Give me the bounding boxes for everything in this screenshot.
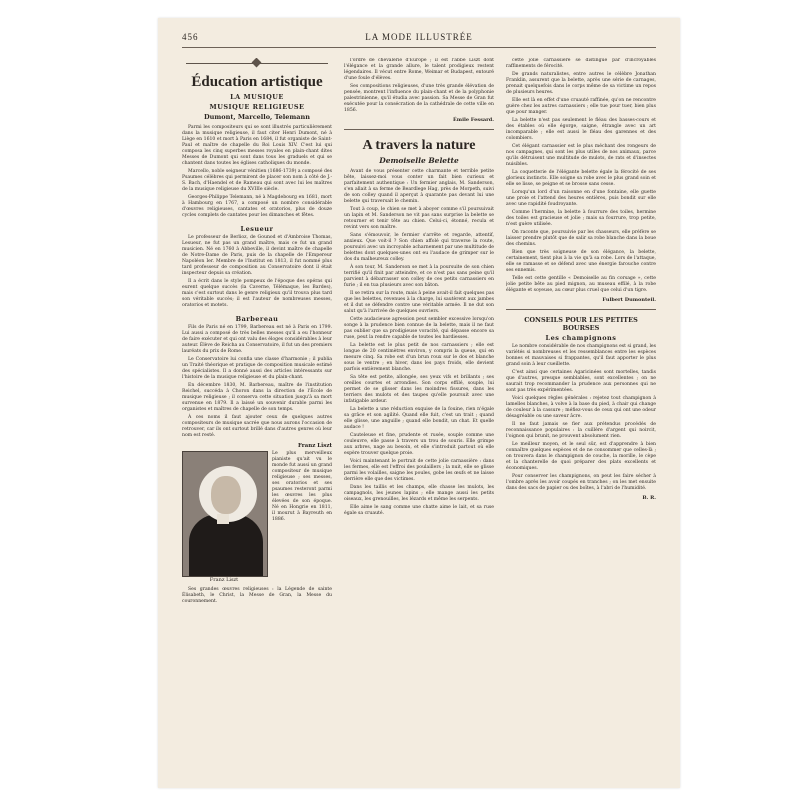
paragraph: Il se retira sur la route, mais à peine avait-il fait quelques pas que les belettes, revenues à la charge, lui sautèrent aux jambes et il dut se défendre contre une véritable armée. Il ne dut son salut qu'à l'arrivée de quelques ouvriers. bbox=[344, 291, 494, 314]
section-subtitle: MUSIQUE RELIGIEUSE bbox=[209, 103, 305, 111]
signature: B. R. bbox=[642, 495, 656, 501]
subheading: Barbereau bbox=[235, 315, 279, 323]
portrait-text-block bbox=[272, 451, 332, 525]
paragraph: Elle est là en effet d'une cruauté raffinée, qu'on ne rencontre guère chez les autres carnassiers ; elle tue pour tuer, bien plus que pour manger. bbox=[506, 98, 656, 115]
paragraph: Il a écrit dans le style pompeux de l'époque des opéras qui eurent quelque succès (la Caverne, Télémaque, les Bardes), mais c'est surtout dans le genre religieux qu'il trouva plus tard son véritable succès; il est l'auteur de nombreuses messes, oratorios et motets. bbox=[182, 279, 332, 308]
portrait-footnote bbox=[182, 587, 332, 607]
column-2 bbox=[344, 58, 494, 766]
column-3 bbox=[506, 58, 656, 766]
ornament-divider bbox=[182, 58, 332, 68]
portrait-block bbox=[182, 443, 332, 621]
section-names: Dumont, Marcello, Telemann bbox=[204, 113, 310, 121]
paragraph: Marcello, noble seigneur vénitien (1686-1739) a composé des Psaumes célèbres qui permirent de placer son nom à côté de J.-S. Bach, d'Haendel et de Rameau qui sont avec lui les maîtres de la musique religieuse du XVIIIe siècle. bbox=[182, 169, 332, 192]
paragraph: Sans s'émouvoir, le fermier s'arrête et regarde, attentif, anxieux. Que voit-il ? Son chien affolé qui traverse la route, poursuivi avec un incroyable acharnement par une multitude de belettes dont quelques-unes ont eu l'audace de grimper sur le dos du malheureux colley. bbox=[344, 233, 494, 262]
paragraph: Le nombre considérable de nos champignons est si grand, les variétés si nombreuses et les ressemblances entre les espèces bonnes et mauvaises si frappantes, qu'il faut apporter le plus grand soin à leur cueillette. bbox=[506, 344, 656, 367]
paragraph: l'ordre de chevalerie d'Europe ; il est l'abbé Liszt dont l'élégance et la grande allure, le talent prodigieux restent légendaires. Il vécut entre Rome, Weimar et Budapest, entouré d'une foule d'élèves. bbox=[344, 58, 494, 81]
magazine-page bbox=[158, 18, 680, 788]
paragraph: La coquetterie de l'élégante belette égale la férocité de ses glorieux instincts. Elle soigne sa robe avec le plus grand soin et elle se lisse, se peigne et se brosse sans cesse. bbox=[506, 170, 656, 187]
section-title: Éducation artistique bbox=[191, 74, 323, 90]
column-1 bbox=[182, 58, 332, 766]
running-header bbox=[182, 32, 656, 46]
paragraph: Avant de vous présenter cette charmante et terrible petite bête, laissez-moi vous conter un fait bien curieux et parfaitement authentique : Un fermier anglais, M. Sanderson, s'en allait à sa ferme de Beardlege Hag, près de Morpeth, suivi de son colley quand il aperçut à quarante pas devant lui une belette qui traversait le chemin. bbox=[344, 169, 494, 204]
paragraph: Lorsqu'un lord d'un raisonne en d'une fontaine, elle guette une proie et l'attend des heures entières, puis bondit sur elle avec une rapidité foudroyante. bbox=[506, 190, 656, 207]
paragraph: Elle aime le sang comme une chatte aime le lait, et sa ruse égale sa cruauté. bbox=[344, 505, 494, 516]
paragraph: Fils de Paris né en 1799, Barbereau est né à Paris en 1799. Lui aussi a composé de très belles messes qu'il a eu l'honneur de faire exécuter et qui ont valu des éloges considérables à leur auteur. Élève de Reicha au Conservatoire, il fut un des premiers lauréats du prix de Rome. bbox=[182, 325, 332, 354]
paragraph: Ses grandes œuvres religieuses : la Légende de sainte Élisabeth, le Christ, la Messe de Gran, la Messe du couronnement. bbox=[182, 587, 332, 604]
paragraph: Cauteleuse et fine, prudente et rusée, souple comme une couleuvre, elle passe à travers un trou de souris. Elle grimpe aux arbres, nage au besoin, et elle s'introduit partout où elle espère trouver quelque proie. bbox=[344, 433, 494, 456]
portrait-image bbox=[182, 451, 268, 577]
header-rule bbox=[182, 47, 656, 48]
article-title: A travers la nature bbox=[362, 138, 476, 153]
paragraph: Sa tête est petite, allongée, ses yeux vifs et brillants ; ses oreilles courtes et arrondies. Son corps effilé, souple, lui permet de se glisser dans les moindres fissures, dans les terriers des mulots et des taupes qu'elle poursuit avec une infatigable ardeur. bbox=[344, 375, 494, 404]
portrait-heading: Franz Liszt bbox=[297, 443, 332, 449]
paragraph: Georges-Philippe Telemann, né à Magdebourg en 1681, mort à Hambourg en 1767, a composé un nombre considérable d'œuvres religieuses, cantates et oratorios, plus de douze cycles complets de cantates pour les dimanches et fêtes. bbox=[182, 195, 332, 218]
paragraph: Voici quelques règles générales : rejetez tout champignon à lamelles blanches, à volve à la base du pied, à chair qui change de couleur à la cassure ; méfiez-vous de ceux qui ont une odeur désagréable ou une saveur âcre. bbox=[506, 396, 656, 419]
page-number: 456 bbox=[182, 32, 199, 42]
paragraph: Le plus merveilleux pianiste qu'ait vu le monde fut aussi un grand compositeur de musique religieuse ; ses messes, ses oratorios et ses psaumes resteront parmi les œuvres les plus élevées de son époque. Né en Hongrie en 1811, il mourut à Bayreuth en 1886. bbox=[272, 451, 332, 522]
journal-title: LA MODE ILLUSTRÉE bbox=[365, 32, 473, 42]
subheading: Lesueur bbox=[240, 225, 274, 233]
paragraph: Telle est cette gentille « Demoiselle au fin corsage », cette jolie petite bête au pied mignon, au museau effilé, à la robe élégante et soyeuse, au cœur plus cruel que celui d'un tigre. bbox=[506, 276, 656, 293]
signature: Émile Fessard. bbox=[452, 117, 494, 123]
paragraph: La belette est le plus petit de nos carnassiers ; elle est longue de 20 centimètres environ, y compris la queue, qui en mesure cinq. Sa robe est d'un brun roux sur le dos et blanche sous le ventre ; en hiver, dans les pays froids, elle devient parfois entièrement blanche. bbox=[344, 343, 494, 372]
paragraph: cette jolie carnassière se distingue par d'incroyables raffinements de férocité. bbox=[506, 58, 656, 69]
paragraph: La belette a une réduction exquise de la fouine, rien n'égale sa grâce et son agilité. Quand elle fuit, c'est un trait ; quand elle glisse, une anguille ; quand elle bondit, un chat. Et quelle audace ! bbox=[344, 407, 494, 430]
paragraph: Le meilleur moyen, et le seul sûr, est d'apprendre à bien connaître quelques espèces et de ne consommer que celles-là ; on trouvera dans le champignon de couche, la morille, le cèpe et la chanterelle de quoi préparer des plats excellents et économiques. bbox=[506, 442, 656, 471]
paragraph: Tout à coup, le chien se met à aboyer comme s'il poursuivait un lapin et M. Sanderson ne vit pas sans surprise la belette se retourner et tenir tête au chien. Celui-ci, étonné, recula et revint vers son maître. bbox=[344, 207, 494, 230]
section-subtitle: LA MUSIQUE bbox=[230, 93, 284, 101]
paragraph: Parmi les compositeurs qui se sont illustrés particulièrement dans la musique religieuse, il faut citer Henri Dumont, né à Liège en 1610 et mort à Paris en 1684, il fut organiste de Saint-Paul et maître de chapelle du Roi Louis XIV. C'est lui qui composa les cinq superbes messes royales en plain-chant dites Messes de Dumont qui sont dans tous les graduels et qui se chantent dans toutes les églises catholiques du monde. bbox=[182, 125, 332, 166]
portrait-caption: Franz Liszt bbox=[209, 577, 239, 583]
paragraph: Le professeur de Berlioz, de Gounod et d'Ambroise Thomas, Lesueur, ne fut pas un grand maître, mais ce fut un grand musicien. Né en 1760 à Abbeville, il devint maître de chapelle de Notre-Dame de Paris, puis de la chapelle de l'Empereur Napoléon Ier. Membre de l'Institut en 1813, il fut nommé plus tard professeur de composition au Conservatoire dont il était inspecteur depuis sa création. bbox=[182, 235, 332, 276]
paragraph: Il ne faut jamais se fier aux prétendus procédés de reconnaissance populaires : la cuillère d'argent qui noircit, l'oignon qui brunit, ne prouvent absolument rien. bbox=[506, 422, 656, 439]
paragraph: C'est ainsi que certaines Agaricinées sont mortelles, tandis que d'autres, presque semblables, sont excellentes ; on ne saurait trop recommander la prudence aux personnes qui ne sont pas très expérimentées. bbox=[506, 370, 656, 393]
divider bbox=[344, 129, 494, 130]
divider bbox=[506, 309, 656, 310]
article-subtitle: Demoiselle Belette bbox=[379, 156, 459, 165]
box-title: CONSEILS POUR LES PETITES BOURSES bbox=[524, 316, 638, 332]
paragraph: Le Conservatoire lui confia une classe d'harmonie ; il publia un Traité théorique et pratique de composition musicale estimé des spécialistes. Il a donné aussi des articles intéressants sur l'histoire de la musique religieuse et du plain-chant. bbox=[182, 357, 332, 380]
paragraph: Comme l'hermine, la belette à fourrure des toiles, hermine des toiles est gracieuse et jolie ; mais sa fourrure, trop petite, n'est guère utilisée. bbox=[506, 210, 656, 227]
paragraph: Dans les taillis et les champs, elle chasse les mulots, les campagnols, les jeunes lapins ; elle mange aussi les petits oiseaux, les grenouilles, les lézards et même les serpents. bbox=[344, 485, 494, 502]
paragraph: Bien que très soigneuse de son élégance, la belette, certainement, tient plus à la vie qu'à sa robe. Lors de l'attaque, elle se ramasse et se défend avec une énergie farouche contre ses ennemis. bbox=[506, 250, 656, 273]
paragraph: À son tour, M. Sanderson se met à la poursuite de son chien terrifié qu'il finit par atteindre, et ce n'est pas sans peine qu'il parvient à débarrasser son colley de ces petits carnassiers en furie ; il en tua plusieurs avec son bâton. bbox=[344, 265, 494, 288]
paragraph: Ses compositions religieuses, d'une très grande élévation de pensée, montrent l'influence du plain-chant et de la polyphonie palestrinienne, qu'il étudia avec passion. Sa Messe de Gran fut exécutée pour la consécration de la cathédrale de cette ville en 1856. bbox=[344, 84, 494, 113]
paragraph: Voici maintenant le portrait de cette jolie carnassière : dans les fermes, elle est l'effroi des poulaillers ; la nuit, elle se glisse parmi les volailles, saigne les poules, gobe les œufs et ne laisse derrière elle que des victimes. bbox=[344, 459, 494, 482]
paragraph: On raconte que, poursuivie par les chasseurs, elle préfère se laisser prendre plutôt que de salir sa robe blanche dans la boue des chemins. bbox=[506, 230, 656, 247]
paragraph: À ces noms il faut ajouter ceux de quelques autres compositeurs de musique sacrée que nous aurons l'occasion de retrouver, car ils ont surtout brillé dans d'autres genres où leur nom est resté. bbox=[182, 415, 332, 438]
paragraph: Cette audacieuse agression peut sembler excessive lorsqu'on songe à la prudence bien connue de la belette, mais il ne faut pas oublier que sa prodigieuse voracité, qui dépasse encore sa ruse, peut la rendre capable de toutes les hardiesses. bbox=[344, 317, 494, 340]
box-subtitle: Les champignons bbox=[545, 334, 617, 342]
signature: Fulbert Dumonteil. bbox=[602, 297, 656, 303]
paragraph: De grands naturalistes, entre autres le célèbre Jonathan Franklin, assurent que la belette, après une série de carnages, prenait quelquefois dans le corps même de sa victime un repos de plusieurs heures. bbox=[506, 72, 656, 95]
paragraph: Pour conserver les champignons, on peut les faire sécher à l'ombre après les avoir coupés en tranches ; on les met ensuite dans des sacs de papier ou des boîtes, à l'abri de l'humidité. bbox=[506, 474, 656, 491]
paragraph: Cet élégant carnassier est le plus méchant des rongeurs de nos campagnes, qui sont les plus utiles de nos animaux, parce qu'ils détruisent une multitude de mulots, de rats et d'insectes nuisibles. bbox=[506, 144, 656, 167]
paragraph: En décembre 1830, M. Barbereau, maître de l'institution Reichel, succéda à Choron dans la direction de l'École de musique religieuse ; il conserva cette situation jusqu'à sa mort survenue en 1879. Il a laissé un souvenir durable parmi les organistes et maîtres de chapelle de son temps. bbox=[182, 383, 332, 412]
paragraph: La belette n'est pas seulement le fléau des basses-cours et des étables où elle égorge, saigne, étrangle avec un art incomparable ; elle est aussi le fléau des garennes et des colombiers. bbox=[506, 118, 656, 141]
